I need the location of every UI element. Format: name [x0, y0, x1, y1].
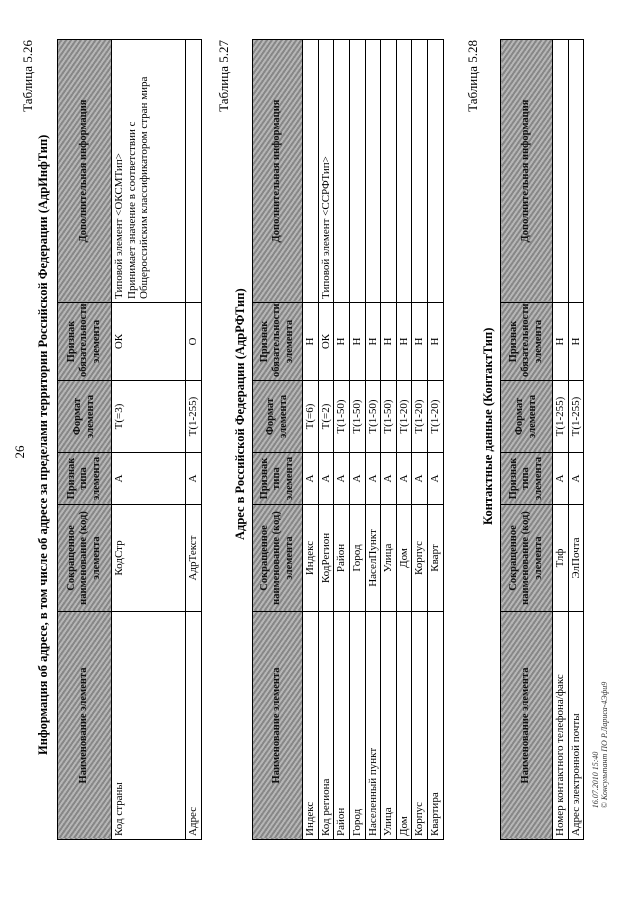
header-element-type: Признак типа элемента [253, 453, 303, 505]
table-row [365, 40, 381, 840]
cell-name: Адрес [186, 612, 202, 840]
table-title: Контактные данные (КонтактТип) [481, 327, 495, 525]
table-row [334, 40, 350, 840]
table-number: Таблица 5.27 [216, 40, 231, 112]
cell-info [568, 40, 584, 303]
table-row [349, 40, 365, 840]
header-element-name: Наименование элемента [501, 612, 553, 840]
cell-info [381, 40, 397, 303]
table-row [186, 40, 202, 840]
cell-info [365, 40, 381, 303]
header-element-code: Сокращенное наименование (код) элемента [58, 505, 112, 612]
cell-required: ОК [112, 303, 186, 381]
cell-required: Н [334, 303, 350, 381]
header-element-required: Признак обязательности элемента [58, 303, 112, 381]
table-row [381, 40, 397, 840]
cell-name: Номер контактного телефона/факс [553, 612, 569, 840]
cell-name: Код региона [318, 612, 334, 840]
cell-format: Т(=6) [303, 381, 319, 453]
cell-format: Т(1-50) [334, 381, 350, 453]
header-element-format: Формат элемента [253, 381, 303, 453]
cell-type: А [365, 453, 381, 505]
cell-info [428, 40, 444, 303]
table-row [428, 40, 444, 840]
table-row [396, 40, 412, 840]
cell-code: Улица [381, 505, 397, 612]
cell-code: АдрТекст [186, 505, 202, 612]
header-element-required: Признак обязательности элемента [253, 303, 303, 381]
cell-required: Н [396, 303, 412, 381]
table-title: Информация об адресе, в том числе об адресе за пределами территории Российской Федерации (АдрИнфТип) [36, 134, 50, 755]
table-5-26 [57, 39, 202, 840]
cell-required: Н [568, 303, 584, 381]
cell-required: Н [381, 303, 397, 381]
cell-required: ОК [318, 303, 334, 381]
table-row [318, 40, 334, 840]
cell-info [349, 40, 365, 303]
cell-code: Корпус [412, 505, 428, 612]
header-element-format: Формат элемента [58, 381, 112, 453]
cell-format: Т(=3) [112, 381, 186, 453]
table-row [112, 40, 186, 840]
cell-code: Тлф [553, 505, 569, 612]
header-element-name: Наименование элемента [253, 612, 303, 840]
header-additional-info: Дополнительная информация [501, 40, 553, 303]
cell-type: А [112, 453, 186, 505]
cell-format: Т(1-50) [381, 381, 397, 453]
header-element-required: Признак обязательности элемента [501, 303, 553, 381]
rotated-document-content [20, 40, 620, 870]
cell-name: Индекс [303, 612, 319, 840]
cell-required: Н [303, 303, 319, 381]
table-title: Адрес в Российской Федерации (АдрРФТип) [233, 288, 247, 540]
cell-type: А [568, 453, 584, 505]
cell-type: А [349, 453, 365, 505]
table-row [412, 40, 428, 840]
cell-code: Район [334, 505, 350, 612]
cell-type: А [553, 453, 569, 505]
cell-code: Индекс [303, 505, 319, 612]
cell-name: Код страны [112, 612, 186, 840]
cell-code: ЭлПочта [568, 505, 584, 612]
cell-required: Н [365, 303, 381, 381]
cell-name: Населенный пункт [365, 612, 381, 840]
cell-required: Н [428, 303, 444, 381]
cell-info [334, 40, 350, 303]
cell-format: Т(1-255) [553, 381, 569, 453]
cell-format: Т(1-255) [568, 381, 584, 453]
cell-code: НаселПункт [365, 505, 381, 612]
cell-name: Корпус [412, 612, 428, 840]
table-5-27 [252, 39, 444, 840]
cell-name: Район [334, 612, 350, 840]
cell-info [396, 40, 412, 303]
cell-format: Т(1-50) [349, 381, 365, 453]
cell-info [303, 40, 319, 303]
table-row [568, 40, 584, 840]
cell-format: Т(1-20) [428, 381, 444, 453]
cell-info [412, 40, 428, 303]
header-element-name: Наименование элемента [58, 612, 112, 840]
cell-format: Т(=2) [318, 381, 334, 453]
cell-info: Типовой элемент <ОКСМТип> Принимает значение в соответствии с Общероссийским классификатором стран мира [112, 40, 186, 303]
cell-type: А [334, 453, 350, 505]
cell-required: Н [553, 303, 569, 381]
header-element-code: Сокращенное наименование (код) элемента [253, 505, 303, 612]
cell-type: А [303, 453, 319, 505]
cell-info [553, 40, 569, 303]
header-element-code: Сокращенное наименование (код) элемента [501, 505, 553, 612]
cell-code: КодРегион [318, 505, 334, 612]
cell-name: Адрес электронной почты [568, 612, 584, 840]
header-additional-info: Дополнительная информация [58, 40, 112, 303]
cell-name: Город [349, 612, 365, 840]
table-5-28 [500, 39, 584, 840]
header-element-type: Признак типа элемента [501, 453, 553, 505]
page-number: 26 [12, 445, 27, 459]
cell-info: Типовой элемент <ССРФТип> [318, 40, 334, 303]
cell-name: Дом [396, 612, 412, 840]
cell-type: А [186, 453, 202, 505]
cell-required: О [186, 303, 202, 381]
cell-required: Н [349, 303, 365, 381]
cell-type: А [428, 453, 444, 505]
cell-code: Кварт [428, 505, 444, 612]
header-element-format: Формат элемента [501, 381, 553, 453]
cell-info [186, 40, 202, 303]
cell-code: Город [349, 505, 365, 612]
cell-format: Т(1-20) [412, 381, 428, 453]
cell-format: Т(1-20) [396, 381, 412, 453]
table-row [303, 40, 319, 840]
header-element-type: Признак типа элемента [58, 453, 112, 505]
cell-name: Квартира [428, 612, 444, 840]
table-number: Таблица 5.28 [465, 40, 480, 112]
header-additional-info: Дополнительная информация [253, 40, 303, 303]
cell-code: КодСтр [112, 505, 186, 612]
cell-required: Н [412, 303, 428, 381]
footer-copyright: © Консультант ПО Р.Лариса-4Эфи9 [600, 681, 609, 809]
cell-type: А [396, 453, 412, 505]
cell-type: А [318, 453, 334, 505]
footer-timestamp: 16.07.2010 15:40 [590, 751, 600, 809]
cell-format: Т(1-50) [365, 381, 381, 453]
table-number: Таблица 5.26 [20, 40, 35, 112]
table-row [553, 40, 569, 840]
cell-type: А [412, 453, 428, 505]
cell-format: Т(1-255) [186, 381, 202, 453]
cell-name: Улица [381, 612, 397, 840]
cell-code: Дом [396, 505, 412, 612]
cell-type: А [381, 453, 397, 505]
